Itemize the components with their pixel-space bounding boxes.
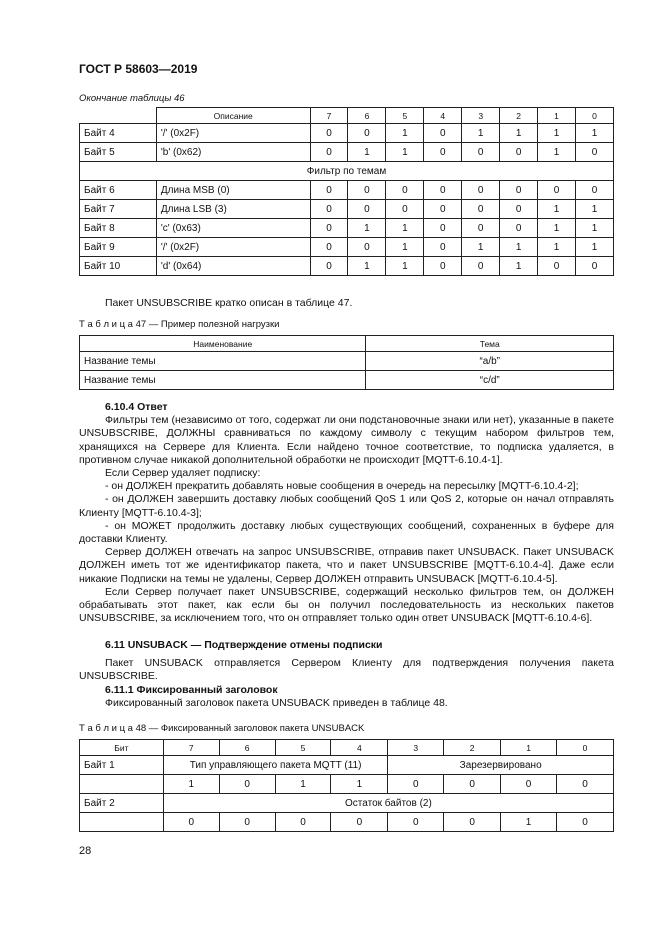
table48-head-bit4: 4 (331, 740, 388, 756)
table46-head-bit4: 4 (424, 108, 462, 124)
bit-cell: 0 (310, 124, 348, 143)
paragraph: Фильтры тем (независимо от того, содержат ли они подстановочные знаки или нет), указанные в пакете UNSUBSCRIBE, ДОЛЖНЫ сравниваться по каждому символу с текущим набором фильтров тем, хранящихся на Сервере для Клиента. Если найдено точное соответствие, то подписка удаляется, в противном случае никакой дополнительной обработки не происходит [MQTT-6.10.4-1]. (79, 414, 614, 466)
bit-cell: 0 (310, 238, 348, 257)
bit-cell: 0 (462, 219, 500, 238)
section-6-11-title: 6.11 UNSUBACK — Подтверждение отмены подписки (105, 639, 383, 651)
table-row (80, 371, 614, 390)
table46-head-bit0: 0 (576, 108, 614, 124)
table-row (80, 775, 614, 794)
bit-cell: 0 (310, 200, 348, 219)
bit-cell: 0 (424, 181, 462, 200)
table46-head-bit3: 3 (462, 108, 500, 124)
bit-cell: 1 (501, 813, 557, 832)
bit-cell: 1 (576, 124, 614, 143)
bit-cell: 0 (501, 775, 557, 794)
table46-head-bit2: 2 (500, 108, 538, 124)
bit-cell: 0 (500, 219, 538, 238)
document-header: ГОСТ Р 58603—2019 (79, 62, 198, 76)
table46-head-row (80, 108, 614, 124)
bit-cell: 0 (386, 200, 424, 219)
table-row (80, 794, 614, 813)
section-6-11-1-title: 6.11.1 Фиксированный заголовок (105, 683, 278, 696)
bit-cell: 0 (444, 813, 501, 832)
row-label: Байт 8 (80, 219, 157, 238)
table47-intro: Пакет UNSUBSCRIBE кратко описан в таблице 47. (105, 297, 353, 309)
bit-cell: 0 (219, 813, 275, 832)
bit-cell: 1 (386, 124, 424, 143)
bit-cell: 1 (348, 219, 386, 238)
bit-cell: 1 (348, 143, 386, 162)
table48-caption: Т а б л и ц а 48 — Фиксированный заголовок пакета UNSUBACK (79, 723, 365, 734)
row-description: 'd' (0x64) (156, 257, 310, 276)
table46-caption: Окончание таблицы 46 (79, 93, 185, 104)
table48-head-bit0: 0 (557, 740, 614, 756)
bit-cell: 0 (557, 813, 614, 832)
paragraph: Фиксированный заголовок пакета UNSUBACK приведен в таблице 48. (105, 696, 448, 709)
bit-cell: 1 (462, 124, 500, 143)
table48-byte1-type: Тип управляющего пакета MQTT (11) (163, 756, 388, 775)
table-row (80, 124, 614, 143)
table46-head-bit6: 6 (348, 108, 386, 124)
table47-cell-name: Название темы (80, 371, 366, 390)
bullet-item: - он ДОЛЖЕН завершить доставку любых сообщений QoS 1 или QoS 2, которые он начал отправлять Клиенту [MQTT-6.10.4-3]; (79, 493, 614, 519)
table47-caption: Т а б л и ц а 47 — Пример полезной нагрузки (79, 319, 280, 330)
row-description: '/' (0x2F) (156, 124, 310, 143)
table46-head-bit7: 7 (310, 108, 348, 124)
row-description: Длина LSB (3) (156, 200, 310, 219)
row-description: Длина MSB (0) (156, 181, 310, 200)
bit-cell: 0 (310, 257, 348, 276)
bit-cell: 0 (444, 775, 501, 794)
table47-cell-topic: “a/b” (366, 352, 614, 371)
table46-section-label: Фильтр по темам (80, 162, 614, 181)
table48-head-bit1: 1 (501, 740, 557, 756)
bit-cell: 0 (500, 181, 538, 200)
table48-head-bit2: 2 (444, 740, 501, 756)
table46 (79, 107, 614, 276)
bit-cell: 1 (386, 238, 424, 257)
table-row (80, 219, 614, 238)
bit-cell: 0 (424, 200, 462, 219)
table48-head-bit3: 3 (388, 740, 444, 756)
paragraph: Если Сервер удаляет подписку: (105, 467, 261, 480)
bit-cell: 1 (500, 257, 538, 276)
bit-cell: 1 (275, 775, 331, 794)
bit-cell: 0 (500, 200, 538, 219)
bit-cell: 1 (462, 238, 500, 257)
bit-cell: 1 (538, 143, 576, 162)
bit-cell: 1 (386, 143, 424, 162)
paragraph: Пакет UNSUBACK отправляется Сервером Клиенту для подтверждения получения пакета UNSUBSCRIBE. (79, 657, 614, 683)
table47-head-topic: Тема (366, 336, 614, 352)
bit-cell: 0 (163, 813, 219, 832)
bit-cell: 0 (388, 813, 444, 832)
bit-cell: 1 (500, 238, 538, 257)
table47-head-row (80, 336, 614, 352)
table48-byte2-label: Байт 2 (80, 794, 164, 813)
bit-cell: 1 (538, 124, 576, 143)
table-row (80, 200, 614, 219)
table46-head-empty (80, 108, 157, 124)
row-label: Байт 7 (80, 200, 157, 219)
table46-head-bit1: 1 (538, 108, 576, 124)
bit-cell: 0 (462, 181, 500, 200)
paragraph: Сервер ДОЛЖЕН отвечать на запрос UNSUBSCRIBE, отправив пакет UNSUBACK. Пакет UNSUBACK ДОЛЖЕН иметь тот же идентификатор пакета, что и пакет UNSUBSCRIBE [MQTT-6.10.4-4]. Даже если никакие Подписки на темы не удалены, Сервер ДОЛЖЕН отправить UNSUBACK [MQTT-6.10.4-5]. (79, 546, 614, 585)
bit-cell: 0 (424, 238, 462, 257)
table48-head-bit7: 7 (163, 740, 219, 756)
bit-cell: 0 (462, 143, 500, 162)
table-row (80, 238, 614, 257)
bit-cell: 0 (348, 124, 386, 143)
table48-empty-cell (80, 775, 164, 794)
bit-cell: 0 (500, 143, 538, 162)
bullet-item: - он МОЖЕТ продолжить доставку любых существующих сообщений, сохраненных в буфере для доставки Клиенту. (79, 519, 614, 546)
bit-cell: 1 (500, 124, 538, 143)
table48-byte1-reserved: Зарезервировано (388, 756, 614, 775)
table48-empty-cell (80, 813, 164, 832)
bit-cell: 0 (576, 257, 614, 276)
table47-cell-topic: “c/d” (366, 371, 614, 390)
table47-cell-name: Название темы (80, 352, 366, 371)
bit-cell: 0 (388, 775, 444, 794)
bit-cell: 0 (462, 200, 500, 219)
table-row (80, 813, 614, 832)
bit-cell: 1 (538, 238, 576, 257)
table-row (80, 143, 614, 162)
section-6-10-4-title: 6.10.4 Ответ (105, 401, 168, 413)
table47 (79, 335, 614, 390)
bit-cell: 1 (348, 257, 386, 276)
bit-cell: 0 (538, 257, 576, 276)
table47-intro-block (79, 297, 614, 310)
bit-cell: 0 (424, 219, 462, 238)
section-6-11 (79, 639, 614, 710)
table47-head-name: Наименование (80, 336, 366, 352)
bit-cell: 1 (386, 219, 424, 238)
row-description: 'c' (0x63) (156, 219, 310, 238)
table46-head-desc: Описание (156, 108, 310, 124)
table48-head-bit: Бит (80, 740, 164, 756)
bit-cell: 0 (557, 775, 614, 794)
bit-cell: 0 (576, 143, 614, 162)
bit-cell: 1 (576, 200, 614, 219)
bit-cell: 0 (424, 257, 462, 276)
row-description: 'b' (0x62) (156, 143, 310, 162)
bit-cell: 1 (576, 219, 614, 238)
bit-cell: 1 (538, 200, 576, 219)
bit-cell: 0 (219, 775, 275, 794)
page-number: 28 (79, 845, 92, 857)
bit-cell: 0 (310, 219, 348, 238)
bit-cell: 0 (538, 181, 576, 200)
bit-cell: 1 (331, 775, 388, 794)
bit-cell: 1 (538, 219, 576, 238)
bit-cell: 0 (348, 181, 386, 200)
bit-cell: 0 (310, 181, 348, 200)
bit-cell: 1 (163, 775, 219, 794)
bit-cell: 0 (386, 181, 424, 200)
bit-cell: 1 (386, 257, 424, 276)
bullet-item: - он ДОЛЖЕН прекратить добавлять новые сообщения в очередь на пересылку [MQTT-6.10.4-2]; (105, 480, 579, 493)
table48-head-bit6: 6 (219, 740, 275, 756)
table48-byte2-text: Остаток байтов (2) (163, 794, 613, 813)
row-label: Байт 4 (80, 124, 157, 143)
section-6-10-4 (79, 401, 614, 625)
row-label: Байт 9 (80, 238, 157, 257)
table48-head-row (80, 740, 614, 756)
row-description: '/' (0x2F) (156, 238, 310, 257)
bit-cell: 0 (348, 238, 386, 257)
row-label: Байт 6 (80, 181, 157, 200)
bit-cell: 0 (424, 124, 462, 143)
table46-section-row (80, 162, 614, 181)
row-label: Байт 10 (80, 257, 157, 276)
row-label: Байт 5 (80, 143, 157, 162)
bit-cell: 0 (462, 257, 500, 276)
bit-cell: 0 (310, 143, 348, 162)
table48-head-bit5: 5 (275, 740, 331, 756)
bit-cell: 0 (348, 200, 386, 219)
bit-cell: 0 (424, 143, 462, 162)
bit-cell: 0 (576, 181, 614, 200)
table-row (80, 756, 614, 775)
bit-cell: 0 (331, 813, 388, 832)
bit-cell: 1 (576, 238, 614, 257)
table46-head-bit5: 5 (386, 108, 424, 124)
table-row (80, 181, 614, 200)
table-row (80, 257, 614, 276)
bit-cell: 0 (275, 813, 331, 832)
paragraph: Если Сервер получает пакет UNSUBSCRIBE, содержащий несколько фильтров тем, он ДОЛЖЕН обрабатывать этот пакет, как если бы он получил последовательность из нескольких пакетов UNSUBSCRIBE, за исключением того, что он отправляет только один ответ UNSUBACK [MQTT-6.10.4-6]. (79, 585, 614, 625)
table48 (79, 739, 614, 832)
table48-byte1-label: Байт 1 (80, 756, 164, 775)
table-row (80, 352, 614, 371)
